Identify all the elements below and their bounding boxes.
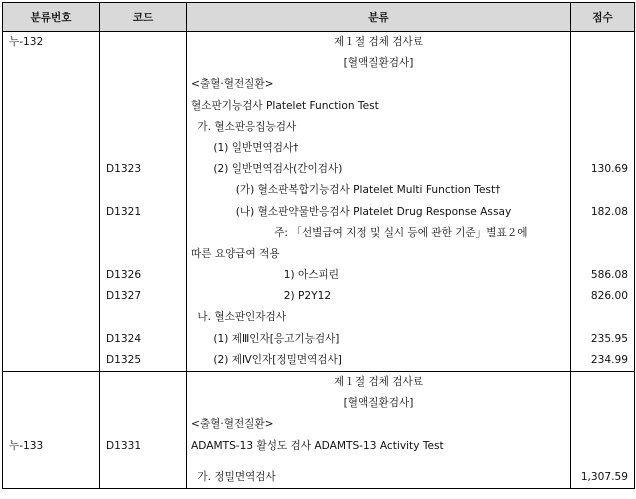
row-score (571, 53, 634, 74)
row-code: D1325 (106, 353, 142, 366)
row-score (571, 223, 634, 244)
row-description: <출혈·혈전질환> (191, 78, 274, 91)
row-code (100, 53, 186, 74)
row-description: (나) 혈소판약물반응검사 Platelet Drug Response Assay (235, 205, 512, 218)
row-description: ADAMTS-13 활성도 검사 ADAMTS-13 Activity Test (191, 439, 444, 452)
row-description: 가. 혈소판응집능검사 (197, 120, 297, 133)
row-score (571, 96, 634, 117)
blank (100, 393, 186, 414)
header-classification-number: 분류번호 (3, 3, 100, 32)
row-code (100, 307, 186, 328)
blank (100, 414, 186, 435)
section-2-description-cell (187, 372, 571, 489)
row-description: (1) 제Ⅲ인자[응고기능검사] (213, 332, 340, 345)
row-code (100, 223, 186, 244)
row-description: 나. 혈소판인자검사 (197, 311, 286, 324)
row-description: (2) 일반면역검사(간이검사) (213, 163, 343, 176)
row-code (100, 74, 186, 95)
row-description: (1) 일반면역검사† (213, 141, 299, 154)
row-description: <출혈·혈전질환> (191, 418, 274, 431)
section-row-1 (3, 32, 635, 372)
row-code: D1327 (106, 290, 142, 303)
row-code: D1331 (106, 439, 142, 452)
row-code (100, 117, 186, 138)
row-code (100, 244, 186, 265)
blank (3, 414, 99, 435)
row-score (571, 138, 634, 159)
row-score: 826.00 (590, 290, 628, 303)
section-1-description-cell (187, 32, 571, 372)
row-description: 제１절 검체 검사료 (334, 376, 423, 388)
spacer (3, 457, 99, 467)
blank (571, 436, 634, 457)
row-description: (2) 제Ⅳ인자[정밀면역검사] (213, 353, 342, 366)
section-1-number: 누-132 (9, 36, 44, 48)
header-classification: 분류 (187, 3, 571, 32)
blank (3, 393, 99, 414)
fee-schedule-table (2, 2, 635, 489)
row-description: 제１절 검체 검사료 (334, 36, 423, 48)
row-score (571, 32, 634, 53)
spacer (571, 457, 634, 467)
row-description: 1) 아스피린 (283, 269, 339, 282)
blank (3, 467, 99, 488)
section-row-2 (3, 372, 635, 489)
row-description: 혈소판기능검사 Platelet Function Test (191, 99, 379, 112)
header-score: 점수 (571, 3, 635, 32)
section-2-code-cell (100, 372, 187, 489)
row-code (100, 96, 186, 117)
row-score: 586.08 (590, 269, 628, 282)
spacer (187, 457, 570, 467)
row-score: 234.99 (590, 353, 628, 366)
row-score: 1,307.59 (580, 470, 628, 483)
row-code: D1324 (106, 332, 142, 345)
row-description: (가) 혈소판복합기능검사 Platelet Multi Function Test† (235, 184, 501, 197)
section-2-number-cell (3, 372, 100, 489)
row-code (100, 180, 186, 201)
row-code: D1326 (106, 269, 142, 282)
row-description: 2) P2Y12 (283, 290, 332, 303)
blank (100, 467, 186, 488)
row-code: D1323 (106, 163, 142, 176)
blank (571, 393, 634, 414)
header-row (3, 3, 635, 32)
section-2-number: 누-133 (9, 439, 44, 452)
row-score: 182.08 (590, 205, 628, 218)
row-score (571, 307, 634, 328)
row-score (571, 180, 634, 201)
row-score: 130.69 (590, 163, 628, 176)
row-code: D1321 (106, 205, 142, 218)
blank (100, 372, 186, 393)
blank (571, 372, 634, 393)
row-score (571, 74, 634, 95)
row-description: [혈액질환검사] (343, 57, 414, 70)
blank (3, 372, 99, 393)
row-score (571, 244, 634, 265)
section-1-score-cell (571, 32, 635, 372)
row-description: 따른 요양급여 적용 (191, 247, 280, 260)
spacer (100, 457, 186, 467)
section-2-score-cell (571, 372, 635, 489)
header-code: 코드 (100, 3, 187, 32)
row-score (571, 117, 634, 138)
row-score: 235.95 (590, 332, 628, 345)
row-description: [혈액질환검사] (343, 397, 414, 410)
section-1-number-cell (3, 32, 100, 372)
blank (571, 414, 634, 435)
row-description: 주: 「선별급여 지정 및 실시 등에 관한 기준」별표２에 (274, 226, 528, 239)
row-description: 가. 정밀면역검사 (197, 470, 276, 483)
row-code (100, 138, 186, 159)
row-code (100, 32, 186, 53)
section-1-code-cell (100, 32, 187, 372)
